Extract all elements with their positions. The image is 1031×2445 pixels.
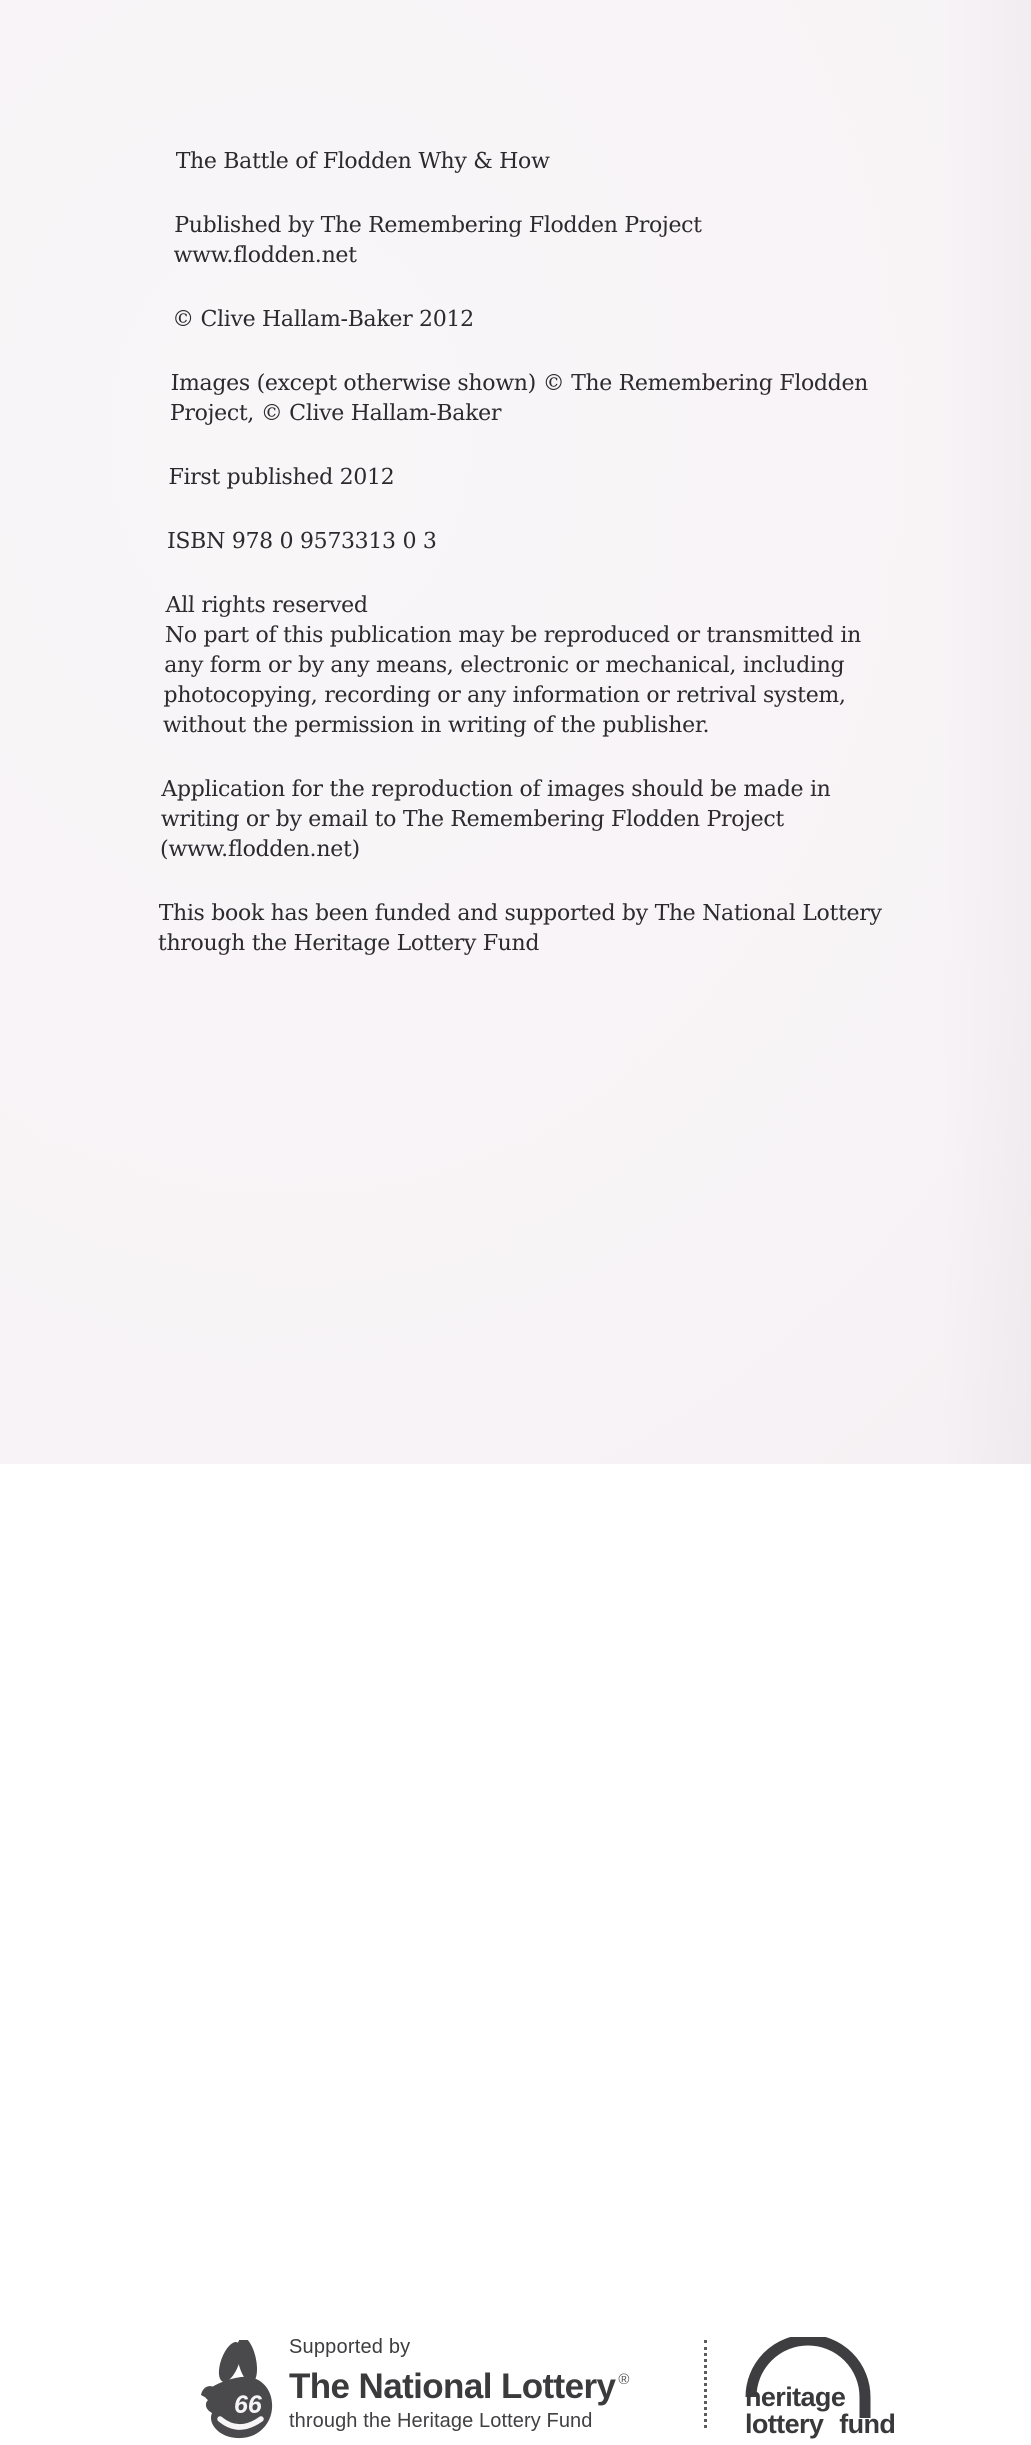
crossed-fingers-hand-icon <box>201 2340 279 2442</box>
supported-by-label: Supported by <box>289 2336 411 2358</box>
heritage-lottery-fund-wordmark <box>745 2384 895 2438</box>
national-lottery-wordmark <box>289 2359 629 2408</box>
images-credit-line: Images (except otherwise shown) © The Remembering Flodden Project, © Clive Hallam-Baker <box>169 371 869 426</box>
heritage-lottery-fund-logo <box>742 2337 912 2445</box>
national-lottery-tagline: through the Heritage Lottery Fund <box>289 2410 593 2432</box>
svg-text:66: 66 <box>234 2391 262 2419</box>
copyright-line: © Clive Hallam-Baker 2012 <box>171 307 475 332</box>
imprint-text-block <box>157 147 1016 993</box>
rights-paragraph: All rights reserved No part of this publication may be reproduced or transmitted in any form or by any means, electronic or mechanical, including photocopying, recording or any information or retrival system, without the permission in writing of the publisher. <box>162 593 862 738</box>
registered-trademark-symbol: ® <box>618 2371 629 2388</box>
hlf-line2: lottery fund <box>745 2409 896 2439</box>
national-lottery-logo <box>289 2336 629 2433</box>
funder-logos <box>0 1160 1031 2439</box>
application-paragraph: Application for the reproduction of images should be made in writing or by email to The Remembering Flodden Project (www.flodden.net) <box>159 777 831 862</box>
funding-paragraph: This book has been funded and supported by The National Lottery through the Heritage Lottery Fund <box>157 901 882 956</box>
hlf-line1: heritage <box>745 2382 846 2412</box>
logo-divider <box>704 2340 707 2428</box>
publisher-line: Published by The Remembering Flodden Project www.flodden.net <box>173 213 703 268</box>
first-published-line: First published 2012 <box>168 465 395 490</box>
isbn-line: ISBN 978 0 9573313 0 3 <box>166 529 437 554</box>
book-title: The Battle of Flodden Why & How <box>175 149 550 174</box>
national-lottery-name: The National Lottery <box>289 2367 616 2406</box>
